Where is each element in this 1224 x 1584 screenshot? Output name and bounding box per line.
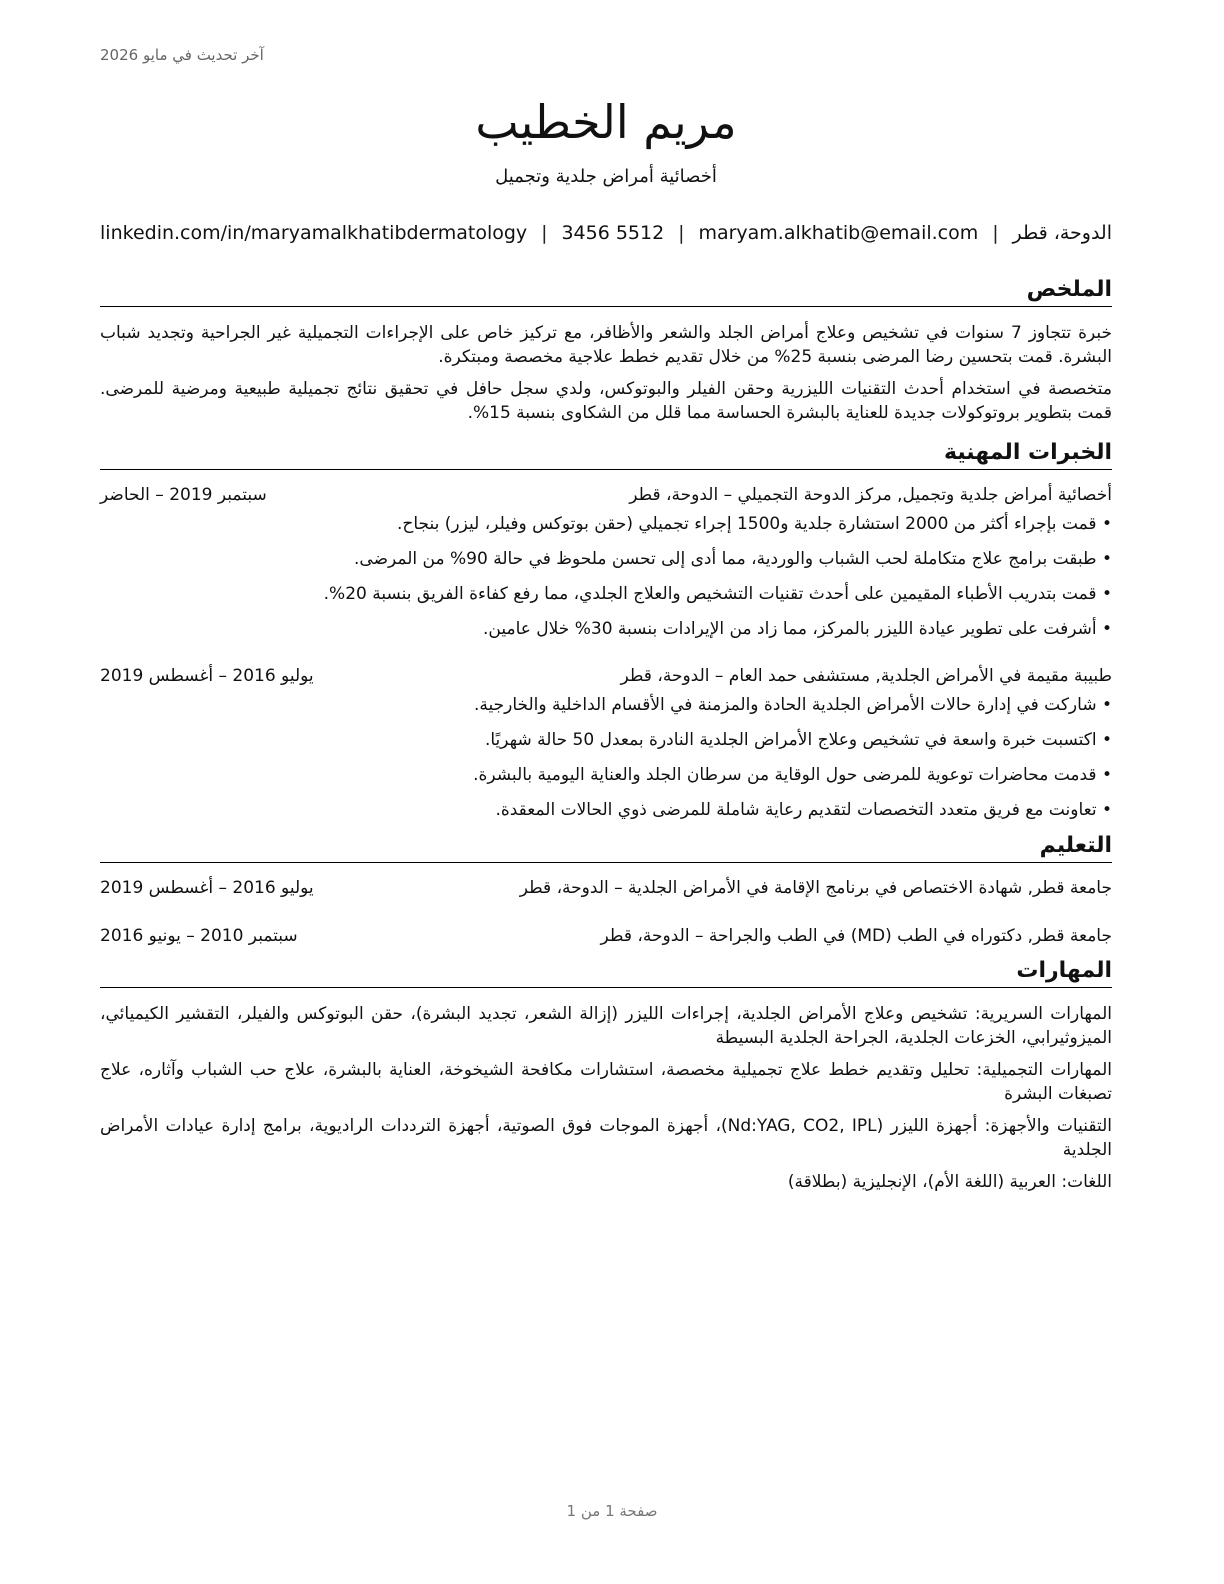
skills-section: [100, 957, 1112, 1194]
job-bullet: • قدمت محاضرات توعوية للمرضى حول الوقاية من سرطان الجلد والعناية اليومية بالبشرة.: [100, 763, 1112, 787]
skill-item: المهارات السريرية: تشخيص وعلاج الأمراض الجلدية، إجراءات الليزر (إزالة الشعر، تجديد البشرة)، حقن البوتوكس والفيلر، التقشير الكيميائي، الميزوثيرابي، الخزعات الجلدية، الجراحة الجلدية البسيطة: [100, 1004, 1112, 1048]
section-heading: الخبرات المهنية: [100, 439, 1112, 470]
contact-linkedin[interactable]: linkedin.com/in/maryamalkhatibdermatology: [100, 222, 528, 244]
job-bullet: • أشرفت على تطوير عيادة الليزر بالمركز، مما زاد من الإيرادات بنسبة 30% خلال عامين.: [100, 617, 1112, 641]
resume-header: [100, 92, 1112, 187]
education-entry: [100, 877, 1112, 899]
education-title: جامعة قطر, شهادة الاختصاص في برنامج الإقامة في الأمراض الجلدية – الدوحة، قطر: [519, 878, 1112, 898]
contact-location: الدوحة، قطر: [1012, 222, 1112, 244]
resume-body: [100, 276, 1112, 1202]
skill-item: اللغات: العربية (اللغة الأم)، الإنجليزية (بطلاقة): [787, 1172, 1112, 1192]
section-heading: المهارات: [100, 957, 1112, 988]
education-dates: سبتمبر 2010 – يونيو 2016: [100, 926, 298, 946]
job-bullet: • تعاونت مع فريق متعدد التخصصات لتقديم رعاية شاملة للمرضى ذوي الحالات المعقدة.: [100, 798, 1112, 822]
contact-phone: 3456 5512: [561, 222, 665, 244]
job-header: [100, 484, 1112, 506]
skill-item: التقنيات والأجهزة: أجهزة الليزر (Nd:YAG, CO2, IPL)، أجهزة الموجات فوق الصوتية، أجهزة الترددات الراديوية، برامج إدارة عيادات الأمراض الجلدية: [100, 1116, 1112, 1160]
summary-paragraph: خبرة تتجاوز 7 سنوات في تشخيص وعلاج أمراض الجلد والشعر والأظافر، مع تركيز خاص على الإجراءات التجميلية غير الجراحية وتجديد شباب البشرة. قمت بتحسين رضا المرضى بنسبة 25% من خلال تقديم خطط علاجية مخصصة ومبتكرة.: [100, 323, 1112, 367]
education-entry: [100, 925, 1112, 947]
contact-line: [100, 222, 1112, 244]
job-bullets: [100, 693, 1112, 822]
summary-paragraph: متخصصة في استخدام أحدث التقنيات الليزرية وحقن الفيلر والبوتوكس، ولدي سجل حافل في تحقيق نتائج تجميلية طبيعية ومرضية للمرضى. قمت بتطوير بروتوكولات جديدة للعناية بالبشرة الحساسة مما قلل من الشكاوى بنسبة 15%.: [100, 379, 1112, 423]
job-bullet: • شاركت في إدارة حالات الأمراض الجلدية الحادة والمزمنة في الأقسام الداخلية والخارجية.: [100, 693, 1112, 717]
job-bullet: • قمت بإجراء أكثر من 2000 استشارة جلدية و1500 إجراء تجميلي (حقن بوتوكس وفيلر، ليزر) بنجاح.: [100, 512, 1112, 536]
contact-separator: |: [541, 222, 548, 244]
job-dates: يوليو 2016 – أغسطس 2019: [100, 666, 314, 686]
job-dates: سبتمبر 2019 – الحاضر: [100, 485, 267, 505]
education-title: جامعة قطر, دكتوراه في الطب (MD) في الطب والجراحة – الدوحة، قطر: [600, 926, 1112, 946]
education-section: [100, 832, 1112, 947]
job-title: أخصائية أمراض جلدية وتجميل: [495, 166, 717, 187]
job-bullet: • طبقت برامج علاج متكاملة لحب الشباب والوردية، مما أدى إلى تحسن ملحوظ في حالة 90% من المرضى.: [100, 547, 1112, 571]
person-name: مريم الخطيب: [475, 95, 737, 149]
job-bullet: • اكتسبت خبرة واسعة في تشخيص وعلاج الأمراض الجلدية النادرة بمعدل 50 حالة شهريًا.: [100, 728, 1112, 752]
last-updated: آخر تحديث في مايو 2026: [100, 46, 264, 64]
job-title-employer: طبيبة مقيمة في الأمراض الجلدية, مستشفى حمد العام – الدوحة، قطر: [620, 666, 1112, 686]
contact-separator: |: [678, 222, 685, 244]
summary-section: [100, 276, 1112, 425]
job-bullets: [100, 512, 1112, 641]
job-entry: [100, 665, 1112, 822]
job-bullet: • قمت بتدريب الأطباء المقيمين على أحدث تقنيات التشخيص والعلاج الجلدي، مما رفع كفاءة الفريق بنسبة 20%.: [100, 582, 1112, 606]
contact-separator: |: [992, 222, 999, 244]
education-dates: يوليو 2016 – أغسطس 2019: [100, 878, 314, 898]
contact-email[interactable]: maryam.alkhatib@email.com: [698, 222, 979, 244]
section-heading: التعليم: [100, 832, 1112, 863]
job-entry: [100, 484, 1112, 641]
section-heading: الملخص: [100, 276, 1112, 307]
job-title-employer: أخصائية أمراض جلدية وتجميل, مركز الدوحة التجميلي – الدوحة، قطر: [629, 485, 1112, 505]
skill-item: المهارات التجميلية: تحليل وتقديم خطط علاج تجميلية مخصصة، استشارات مكافحة الشيخوخة، العناية بالبشرة، علاج حب الشباب وآثاره، علاج تصبغات البشرة: [100, 1060, 1112, 1104]
page-number: صفحة 1 من 1: [566, 1502, 658, 1520]
experience-section: [100, 439, 1112, 822]
job-header: [100, 665, 1112, 687]
